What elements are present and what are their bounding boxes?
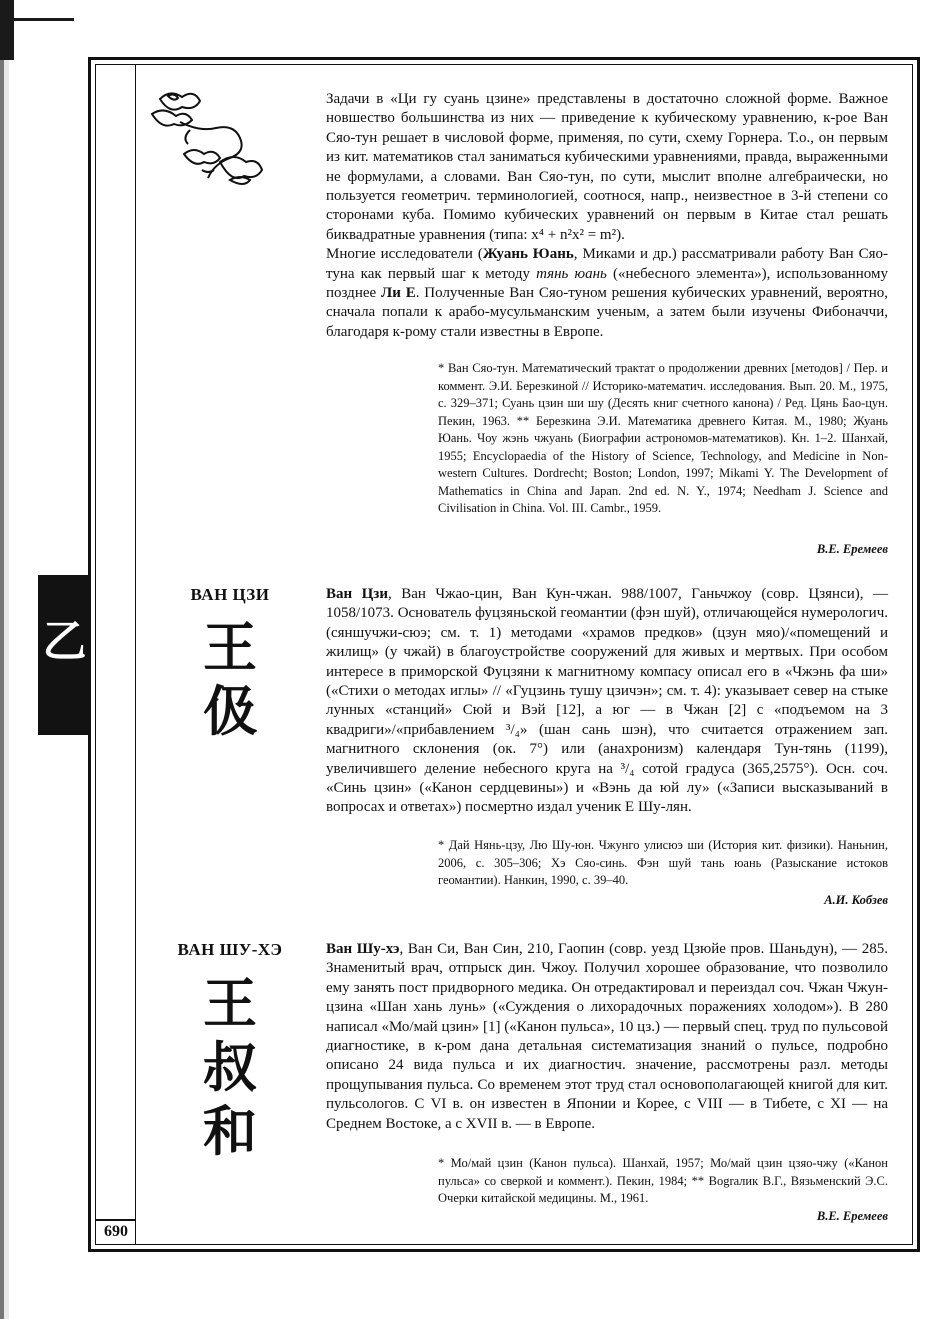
intro-text <box>326 90 888 342</box>
entry-hanzi: 王 伋 <box>203 616 257 743</box>
entry-references: * Мо/май цзин (Канон пульса). Шанхай, 1957; Мо/май цзин цзяо-чжу («Канон пульса» со сверкой и коммент.). Пекин, 1984; ** Вograлик В.Г., Вязьменский Э.С. Очерки китайской медицины. М., 1961. <box>438 1156 888 1205</box>
entry-headword: ВАН ЦЗИ <box>190 585 270 604</box>
intro-references: * Ван Сяо-тун. Математический трактат о продолжении древних [методов] / Пер. и коммент. Э.И. Березкиной // Историко-математич. исследования. Вып. 20. М., 1975, с. 329–371; Суань цзин ши шу (Десять книг счетного канона) / Ред. Цянь Бао-цун. Пекин, 1963. ** Березкина Э.И. Математика древнего Китая. М., 1980; Жуань Юань. Чоу жэнь чжуань (Биографии астрономов-математиков). Кн. 1–2. Шанхай, 1955; Encyclopaedia of the History of Science, Technology, and Medicine in Non-western Cultures. Dordrecht; Boston; London, 1997; Mikami Y. The Development of Mathematics in China and Japan. 2nd ed. N. Y., 1974; Needham J. Science and Civilisation in China. Vol. III. Cambr., 1959. <box>438 361 888 515</box>
thumb-tab-glyph: 乙 <box>42 617 87 666</box>
entry-text: Ван Цзи, Ван Чжао-цин, Ван Кун-чжан. 988/1007, Ганьчжоу (совр. Цзянси), — 1058/1073. Основатель фуцзяньской геомантии (фэн шуй), отличающейся нумерологич. (сяншучжи-сюэ; см. т. 1) методами «храмов предков» (цзун мяо)/«помещений и жилищ» (у чжай) в благоустройстве сооружений для живых и мертвых. При особом интересе в приморской Фуцзяни к магнитному компасу описал его в «Чжэнь фа ши» («Стихи о методах иглы» // «Гуцзинь тушу цзичэн»; см. т. 4): указывает север на стыке лунных «станций» Сюй и Вэй [12], а юг — в Чжан [2] с «подъемом на 3 квадриги»/«прибавлением ³/₄» (шан сань шэн), что считается отражением зап. магнитного склонения (ок. 7°) или (анахронизм) календаря Тун-тянь (1199), увеличившего деление небесного круга на ³/₄ сотой градуса (365,2575°). Осн. соч. «Синь цзин» («Канон сердцевины») и «Вэнь да юй лу» («Записи высказываний в вопросах и ответах») посмертно издал ученик Е Шу-лян. <box>326 586 888 816</box>
entry-headword: ВАН ШУ-ХЭ <box>177 940 283 959</box>
intro-author: В.Е. Еремеев <box>816 542 888 556</box>
scan-mark <box>14 18 74 21</box>
entry-author: А.И. Кобзев <box>824 893 888 907</box>
cloud-ornament-icon <box>140 84 270 204</box>
scan-mark <box>0 0 14 60</box>
entry-author: В.Е. Еремеев <box>816 1209 888 1223</box>
entry-text: Ван Шу-хэ, Ван Си, Ван Син, 210, Гаопин (совр. уезд Цзюйе пров. Шаньдун), — 285. Знаменитый врач, отпрыск дин. Чжоу. Получил хорошее образование, что позволило ему занять пост придворного медика. Он отредактировал и переиздал соч. Чжан Чжун-цзина «Шан хань лунь» («Суждения о лихорадочных поражениях холодом»). В 280 написал «Мо/май цзин» [1] («Канон пульса», 10 цз.) — первый спец. труд по пульсовой диагностике, в к-ром дана детальная систематизация знаний о пульсе, подробно описано 24 вида пульса и их диагностич. значение, рассмотрены разл. методы прощупывания пульса. Со временем этот труд стал основополагающей книгой для кит. пульсологов. С VI в. он известен в Японии и Корее, с VIII — в Тибете, с XI — на Среднем Востоке, а с XVII в. — в Европе. <box>326 941 888 1132</box>
margin-rule <box>135 64 136 1245</box>
entry-hanzi: 王 叔 和 <box>203 972 257 1163</box>
intro-paragraph-2: Многие исследователи (Жуань Юань, Миками и др.) рассматривали работу Ван Сяо-туна как первый шаг к методу тянь юань («небесного элемента»), использованному позднее Ли Е. Полученные Ван Сяо-туном решения кубических уравнений, вероятно, сначала попали к арабо-мусульманским ученым, а затем были изучены Фибоначчи, благодаря к-рому стали известны в Европе. <box>326 246 889 340</box>
intro-paragraph: Задачи в «Ци гу суань цзине» представлены в достаточно сложной форме. Важное новшество большинства из них — приведение к кубическому уравнению, к-рое Ван Сяо-тун решает в числовой форме, применяя, по сути, схему Горнера. Т.о., он первым из кит. математиков стал заниматься кубическими уравнениями, правда, выраженными не формулами, а словами. Ван Сяо-тун, по сути, мыслит вполне алгебраически, но пользуется геометрич. терминологией, соотнося, напр., неизвестное в 3-й степени со сторонами куба. Помимо кубических уравнений он первым в Китае стал решать биквадратные уравнения (типа: x⁴ + n²x² = m²). <box>326 91 888 243</box>
scan-mark <box>0 60 4 1319</box>
page-number: 690 <box>104 1223 128 1240</box>
entry-references: * Дай Нянь-цзу, Лю Шу-юн. Чжунго улисюэ ши (История кит. физики). Наньнин, 2006, с. 305–306; Хэ Сяо-синь. Фэн шуй тань юань (Разыскание истоков геомантии). Нанкин, 1990, с. 39–40. <box>438 838 888 887</box>
